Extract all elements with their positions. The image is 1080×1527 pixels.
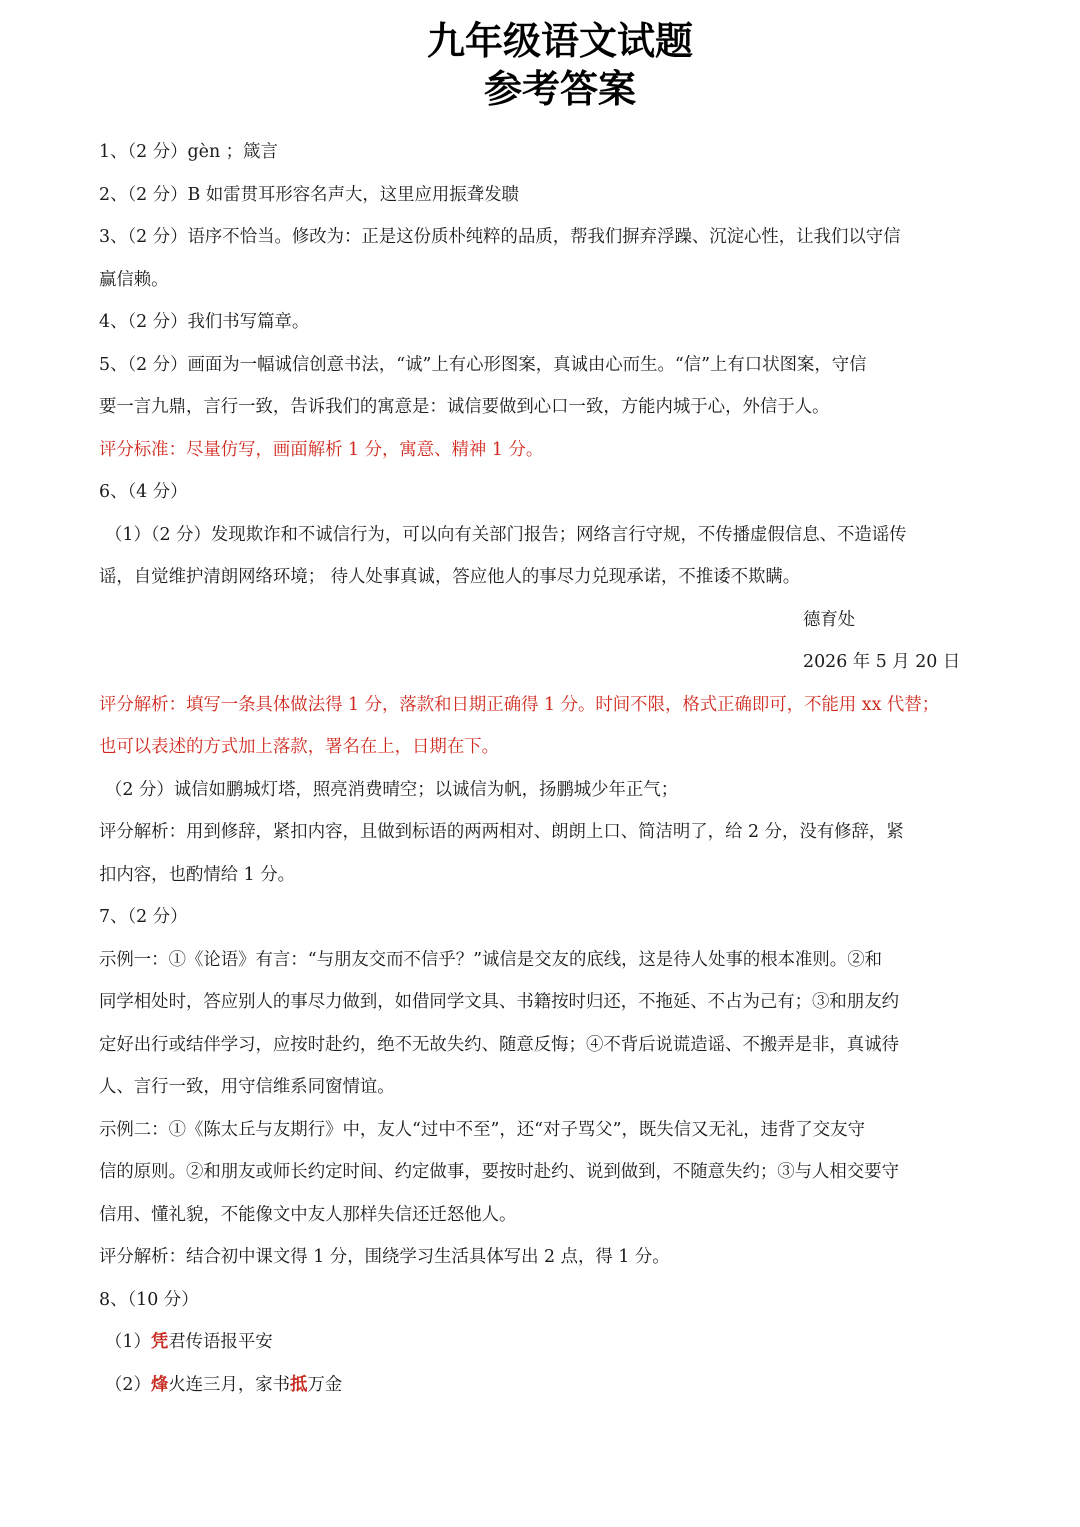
answer-q5-line1: 5、（2 分）画面为一幅诚信创意书法，“诚”上有心形图案，真诚由心而生。“信”上有口状图案，守信: [99, 354, 867, 375]
answer-q7-ex2-line2: 信的原则。②和朋友或师长约定时间、约定做事，要按时赴约、说到做到，不随意失约；③与人相交要守: [99, 1162, 899, 1182]
answer-q8-1: [99, 1321, 983, 1364]
answer-q8-2-highlight-1: 烽: [150, 1374, 169, 1395]
answer-q8-1-highlight: 凭: [150, 1332, 169, 1352]
answer-q8-1-prefix: （1）: [105, 1332, 151, 1352]
answer-q2: 2、（2 分）B 如雷贯耳形容名声大，这里应用振聋发聩: [99, 184, 519, 205]
answer-q6-date: 2026 年 5 月 20 日: [803, 652, 961, 672]
answer-q7-ex1-line1: 示例一：①《论语》有言：“与朋友交而不信乎？”诚信是交友的底线，这是待人处事的根本准则。②和: [99, 949, 882, 970]
answer-q7-scoring: 评分解析：结合初中课文得 1 分，围绕学习生活具体写出 2 点，得 1 分。: [99, 1247, 670, 1267]
answer-q6-2-scoring-line2: 扣内容，也酌情给 1 分。: [99, 864, 296, 885]
answer-q7-ex1-line3: 定好出行或结伴学习，应按时赴约，绝不无故失约、随意反悔；④不背后说谎造谣、不搬弄是非，真诚待: [99, 1034, 899, 1055]
page-title: 九年级语文试题: [426, 19, 693, 63]
answer-q6-1-line2: 谣，自觉维护清朗网络环境； 待人处事真诚，答应他人的事尽力兑现承诺，不推诿不欺瞒。: [99, 567, 801, 587]
answer-q6: 6、（4 分）: [99, 482, 188, 502]
answer-q3-line1: 3、（2 分）语序不恰当。修改为：正是这份质朴纯粹的品质，帮我们摒弃浮躁、沉淀心性，让我们以守信: [99, 227, 901, 247]
answer-q7-ex1-line2: 同学相处时，答应别人的事尽力做到，如借同学文具、书籍按时归还，不拖延、不占为己有；③和朋友约: [99, 992, 899, 1012]
answer-q8-2-highlight-2: 抵: [290, 1374, 308, 1395]
answer-q8-2-rest: 万金: [307, 1374, 343, 1395]
answer-q3-line2: 赢信赖。: [99, 269, 169, 290]
answer-q8-2-mid: 火连三月，家书: [168, 1374, 291, 1395]
answer-q8-1-rest: 君传语报平安: [168, 1332, 273, 1352]
answer-q8: 8、（10 分）: [99, 1289, 199, 1310]
answer-q8-2-prefix: （2）: [105, 1374, 151, 1395]
answer-q7-ex1-line4: 人、言行一致，用守信维系同窗情谊。: [99, 1077, 395, 1097]
answer-q6-1-scoring-line1: 评分解析：填写一条具体做法得 1 分，落款和日期正确得 1 分。时间不限，格式正确即可，不能用 xx 代替；: [99, 694, 940, 715]
answer-q6-2-scoring-line1: 评分解析：用到修辞，紧扣内容，且做到标语的两两相对、朗朗上口、简洁明了，给 2 分，没有修辞，紧: [99, 822, 904, 842]
answer-q6-signature: 德育处: [803, 609, 856, 630]
answer-q6-1-line1: （1）（2 分）发现欺诈和不诚信行为，可以向有关部门报告；网络言行守规，不传播虚假信息、不造谣传: [105, 524, 907, 545]
answer-q7-ex2-line3: 信用、懂礼貌，不能像文中友人那样失信还迁怒他人。: [99, 1204, 517, 1225]
answer-q7-ex2-line1: 示例二：①《陈太丘与友期行》中，友人“过中不至”，还“对子骂父”，既失信又无礼，违背了交友守: [99, 1119, 865, 1140]
answer-q6-1-scoring-line2: 也可以表述的方式加上落款，署名在上，日期在下。: [99, 737, 499, 757]
answer-q7: 7、（2 分）: [99, 907, 188, 927]
answer-q5-scoring: 评分标准：尽量仿写，画面解析 1 分，寓意、精神 1 分。: [99, 439, 544, 460]
answer-q8-2: [99, 1364, 983, 1407]
answer-q4: 4、（2 分）我们书写篇章。: [99, 312, 310, 332]
page-subtitle: 参考答案: [483, 67, 636, 111]
answer-body: [99, 131, 983, 1406]
answer-q1: 1、（2 分）gèn ；箴言: [99, 142, 278, 162]
answer-q5-line2: 要一言九鼎，言行一致，告诉我们的寓意是：诚信要做到心口一致，方能内城于心，外信于人。: [99, 397, 830, 417]
answer-q6-2: （2 分）诚信如鹏城灯塔，照亮消费晴空；以诚信为帆，扬鹏城少年正气；: [105, 779, 679, 800]
